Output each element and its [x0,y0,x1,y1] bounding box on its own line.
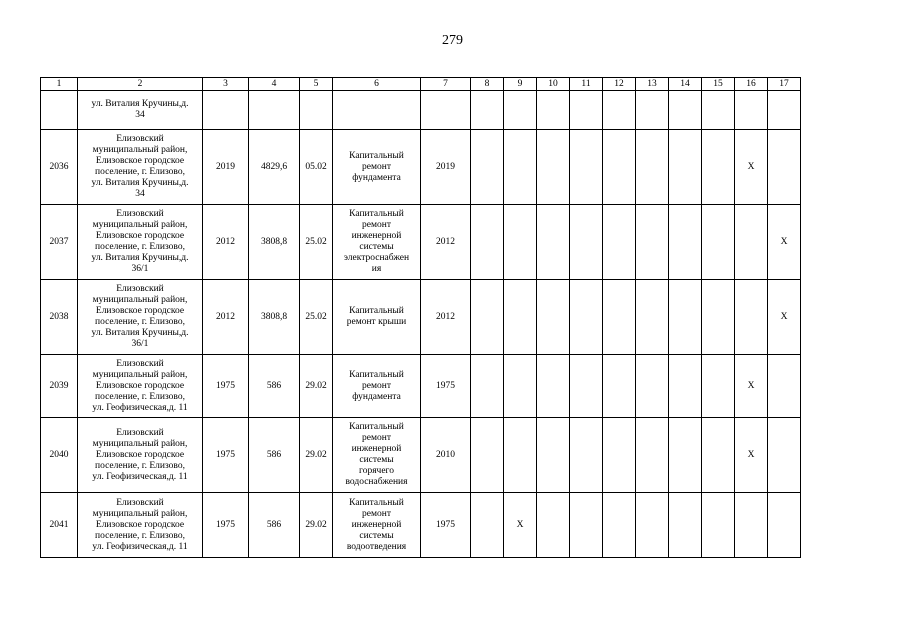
table-cell-col-17 [768,280,801,355]
table-cell-col-8 [471,130,504,205]
cell-text: ул. Виталия Кручины,д. 34 [91,99,189,120]
table-cell-col-11 [570,205,603,280]
table-cell-col-17 [768,205,801,280]
column-number: 10 [537,78,570,91]
table-cell-col-14 [669,355,702,418]
table-cell-col-6 [333,205,421,280]
table-cell-col-3 [203,418,249,493]
table-cell-col-1 [41,130,78,205]
table-cell-col-16 [735,355,768,418]
table-cell-col-17 [768,355,801,418]
table-cell-col-17 [768,418,801,493]
table-row [41,130,801,205]
cell-text: 25.02 [305,236,327,247]
table-cell-col-10 [537,355,570,418]
cell-text: Елизовский муниципальный район, Елизовское городское поселение, г. Елизово, ул. Геофизическая,д. 11 [92,427,188,482]
table-row [41,280,801,355]
cell-text: Х [780,311,788,322]
table-cell-col-3 [203,493,249,558]
table-cell-col-12 [603,91,636,130]
cell-text: 4829,6 [260,161,288,172]
cell-text: 2012 [216,311,235,322]
column-number: 3 [203,78,249,91]
table-cell-col-3 [203,205,249,280]
cell-text: 1975 [216,380,235,391]
table-cell-col-5 [300,355,333,418]
table-cell-col-15 [702,280,735,355]
table-cell-col-15 [702,355,735,418]
table-cell-col-9 [504,130,537,205]
cell-text: 586 [266,449,282,460]
cell-text: 1975 [216,449,235,460]
table-cell-col-10 [537,205,570,280]
table-cell-col-7 [421,355,471,418]
table-cell-col-12 [603,130,636,205]
column-number: 15 [702,78,735,91]
column-number: 6 [333,78,421,91]
table-cell-col-2 [78,91,203,130]
table-cell-col-15 [702,205,735,280]
cell-text: 2019 [436,161,455,172]
table-cell-col-2 [78,355,203,418]
cell-text: Капитальный ремонт инженерной системы водоотведения [346,497,407,552]
table-cell-col-11 [570,493,603,558]
table-cell-col-17 [768,91,801,130]
table-cell-col-4 [249,418,300,493]
table-cell-col-4 [249,355,300,418]
column-number: 4 [249,78,300,91]
cell-text: Елизовский муниципальный район, Елизовское городское поселение, г. Елизово, ул. Виталия Кручины,д. 36/1 [91,209,189,274]
table-cell-col-1 [41,355,78,418]
table-cell-col-3 [203,91,249,130]
cell-text: 2040 [49,449,69,460]
cell-text: Капитальный ремонт фундамента [349,369,404,402]
cell-text: Х [747,161,755,172]
table-row [41,418,801,493]
table-cell-col-8 [471,91,504,130]
table-cell-col-8 [471,355,504,418]
table-cell-col-1 [41,493,78,558]
cell-text: 2036 [49,161,69,172]
table-cell-col-11 [570,91,603,130]
table-cell-col-8 [471,418,504,493]
cell-text: 2041 [49,519,69,530]
cell-text: Х [780,236,788,247]
table-cell-col-1 [41,205,78,280]
cell-text: 586 [266,380,282,391]
table-cell-col-15 [702,130,735,205]
table-cell-col-9 [504,91,537,130]
table-cell-col-5 [300,91,333,130]
table-cell-col-6 [333,91,421,130]
table-cell-col-7 [421,205,471,280]
table-cell-col-4 [249,130,300,205]
table-cell-col-13 [636,493,669,558]
table-cell-col-9 [504,280,537,355]
table-cell-col-11 [570,280,603,355]
table-cell-col-16 [735,493,768,558]
table-cell-col-11 [570,355,603,418]
table-cell-col-13 [636,205,669,280]
table-cell-col-8 [471,493,504,558]
cell-text: 2012 [436,236,455,247]
repair-schedule-table [40,77,801,558]
cell-text: 1975 [436,519,455,530]
table-cell-col-2 [78,280,203,355]
table-cell-col-9 [504,493,537,558]
table-cell-col-16 [735,205,768,280]
table-cell-col-12 [603,418,636,493]
column-number: 17 [768,78,801,91]
table-cell-col-12 [603,355,636,418]
table-cell-col-14 [669,205,702,280]
table-cell-col-16 [735,91,768,130]
cell-text: Х [516,519,524,530]
table-cell-col-3 [203,355,249,418]
table-cell-col-4 [249,205,300,280]
column-number: 16 [735,78,768,91]
cell-text: Х [747,380,755,391]
table-cell-col-6 [333,355,421,418]
table-cell-col-13 [636,130,669,205]
cell-text: 25.02 [305,311,327,322]
cell-text: 2037 [49,236,69,247]
cell-text: Капитальный ремонт фундамента [349,150,404,183]
table-cell-col-14 [669,418,702,493]
table-cell-col-5 [300,205,333,280]
table-cell-col-7 [421,493,471,558]
table-cell-col-8 [471,205,504,280]
column-number: 5 [300,78,333,91]
table-cell-col-12 [603,205,636,280]
table-cell-col-10 [537,130,570,205]
cell-text: 05.02 [305,161,327,172]
table-cell-col-5 [300,280,333,355]
table-cell-col-7 [421,418,471,493]
table-cell-col-14 [669,91,702,130]
table-cell-col-9 [504,205,537,280]
table-cell-col-5 [300,418,333,493]
cell-text: 2010 [436,449,455,460]
table-cell-col-9 [504,418,537,493]
table-row [41,355,801,418]
table-cell-col-11 [570,418,603,493]
column-number: 11 [570,78,603,91]
cell-text: 29.02 [305,380,327,391]
cell-text: 1975 [436,380,455,391]
column-number: 9 [504,78,537,91]
table-cell-col-9 [504,355,537,418]
cell-text: 29.02 [305,449,327,460]
table-cell-col-6 [333,130,421,205]
column-number: 13 [636,78,669,91]
table-cell-col-1 [41,280,78,355]
column-number: 14 [669,78,702,91]
table-cell-col-10 [537,493,570,558]
table-cell-col-6 [333,280,421,355]
column-number: 1 [41,78,78,91]
table-cell-col-2 [78,493,203,558]
cell-text: Елизовский муниципальный район, Елизовское городское поселение, г. Елизово, ул. Виталия Кручины,д. 34 [91,134,189,199]
column-number: 12 [603,78,636,91]
table-cell-col-3 [203,280,249,355]
table-cell-col-16 [735,280,768,355]
cell-text: Капитальный ремонт инженерной системы электроснабжен ия [343,209,410,274]
cell-text: Капитальный ремонт инженерной системы горячего водоснабжения [345,422,408,487]
table-cell-col-16 [735,418,768,493]
table-cell-col-12 [603,280,636,355]
cell-text: Елизовский муниципальный район, Елизовское городское поселение, г. Елизово, ул. Геофизическая,д. 11 [92,497,188,552]
table-cell-col-7 [421,91,471,130]
cell-text: 586 [266,519,282,530]
cell-text: 29.02 [305,519,327,530]
table-cell-col-15 [702,91,735,130]
cell-text: Х [747,449,755,460]
table-row [41,91,801,130]
table-cell-col-10 [537,418,570,493]
table-cell-col-13 [636,418,669,493]
table-cell-col-4 [249,280,300,355]
column-number: 7 [421,78,471,91]
cell-text: 2038 [49,311,69,322]
cell-text: 2019 [216,161,235,172]
table-cell-col-14 [669,280,702,355]
table-cell-col-10 [537,280,570,355]
page-number: 279 [442,33,463,48]
cell-text: 1975 [216,519,235,530]
table-cell-col-4 [249,493,300,558]
column-number: 8 [471,78,504,91]
cell-text: 2039 [49,380,69,391]
table-cell-col-1 [41,418,78,493]
table-cell-col-14 [669,130,702,205]
column-number-row [41,78,801,91]
table-cell-col-13 [636,355,669,418]
table-cell-col-14 [669,493,702,558]
column-number: 2 [78,78,203,91]
cell-text: Елизовский муниципальный район, Елизовское городское поселение, г. Елизово, ул. Геофизическая,д. 11 [92,358,188,413]
table-cell-col-2 [78,205,203,280]
table-cell-col-13 [636,91,669,130]
table-cell-col-15 [702,493,735,558]
cell-text: 3808,8 [260,236,288,247]
table-cell-col-7 [421,130,471,205]
cell-text: 2012 [216,236,235,247]
table-cell-col-5 [300,493,333,558]
table-cell-col-13 [636,280,669,355]
table-cell-col-2 [78,418,203,493]
table-cell-col-10 [537,91,570,130]
table-cell-col-7 [421,280,471,355]
table-row [41,493,801,558]
table-cell-col-12 [603,493,636,558]
table-cell-col-1 [41,91,78,130]
cell-text: Капитальный ремонт крыши [346,306,407,327]
table-cell-col-17 [768,130,801,205]
table-cell-col-11 [570,130,603,205]
table-row [41,205,801,280]
table-cell-col-4 [249,91,300,130]
table-cell-col-5 [300,130,333,205]
table-cell-col-17 [768,493,801,558]
cell-text: 3808,8 [260,311,288,322]
table-cell-col-3 [203,130,249,205]
table-cell-col-6 [333,418,421,493]
cell-text: 2012 [436,311,455,322]
table-cell-col-8 [471,280,504,355]
table-cell-col-6 [333,493,421,558]
table-cell-col-15 [702,418,735,493]
cell-text: Елизовский муниципальный район, Елизовское городское поселение, г. Елизово, ул. Виталия Кручины,д. 36/1 [91,284,189,349]
table-cell-col-2 [78,130,203,205]
table-cell-col-16 [735,130,768,205]
